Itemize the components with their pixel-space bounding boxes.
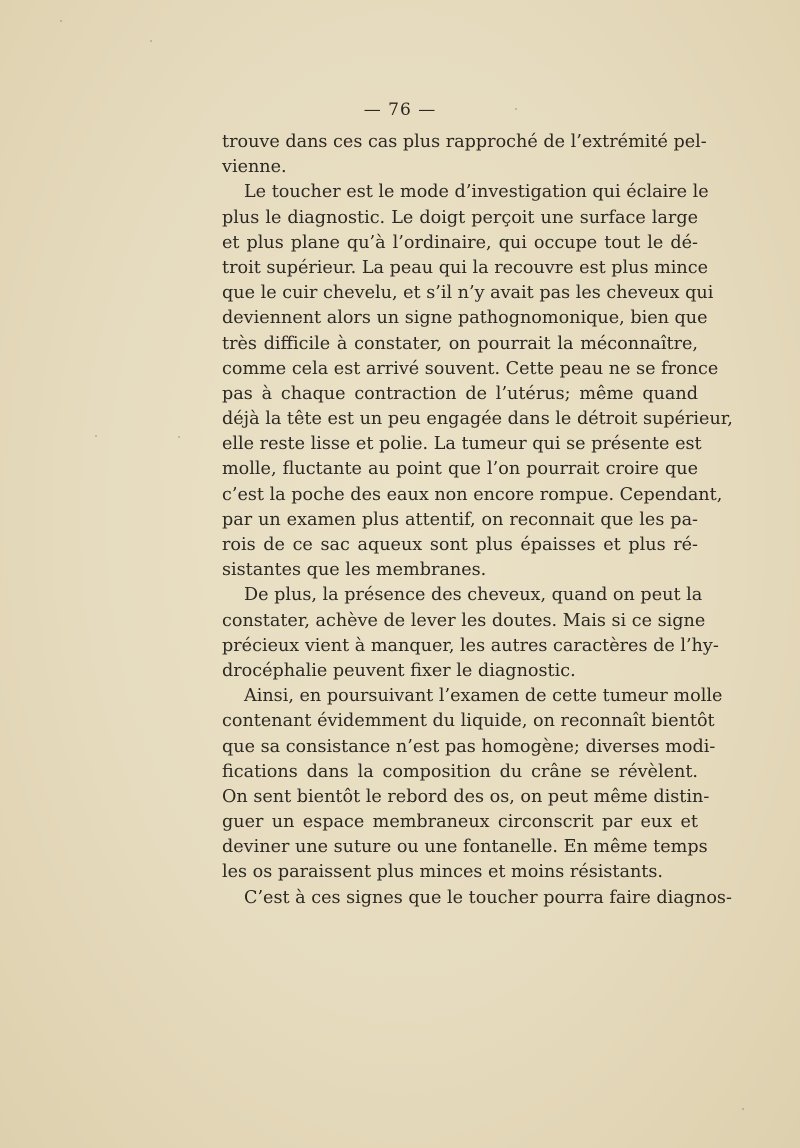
text-line: C’est à ces signes que le toucher pourra faire diagnos- xyxy=(244,887,732,908)
text-line: Le toucher est le mode d’investigation qui éclaire le xyxy=(244,182,709,203)
text-line: Ainsi, en poursuivant l’examen de cette tumeur molle xyxy=(244,686,723,707)
paper-speck xyxy=(60,20,62,22)
text-line: précieux vient à manquer, les autres caractères de l’hy- xyxy=(222,635,719,656)
text-line: pas à chaque contraction de l’utérus; même quand xyxy=(222,383,698,404)
text-line: et plus plane qu’à l’ordinaire, qui occupe tout le dé- xyxy=(222,232,698,253)
body-text xyxy=(222,130,733,911)
text-line: constater, achève de lever les doutes. Mais si ce signe xyxy=(222,610,706,631)
text-line: contenant évidemment du liquide, on reconnaît bientôt xyxy=(222,711,715,732)
text-line: trouve dans ces cas plus rapproché de l’extrémité pel- xyxy=(222,132,707,152)
text-line: par un examen plus attentif, on reconnait que les pa- xyxy=(222,509,698,530)
text-line: vienne. xyxy=(222,157,287,178)
text-line: deviner une suture ou une fontanelle. En même temps xyxy=(222,837,708,858)
text-line: les os paraissent plus minces et moins résistants. xyxy=(222,862,664,883)
text-line: plus le diagnostic. Le doigt perçoit une surface large xyxy=(222,207,698,228)
text-line: très difficile à constater, on pourrait la méconnaître, xyxy=(222,333,698,354)
text-line: sistantes que les membranes. xyxy=(222,560,487,581)
text-line: déjà la tête est un peu engagée dans le détroit supérieur, xyxy=(222,409,733,430)
text-line: comme cela est arrivé souvent. Cette peau ne se fronce xyxy=(222,358,719,379)
text-line: fications dans la composition du crâne se révèlent. xyxy=(222,761,698,782)
paper-speck xyxy=(150,40,152,42)
text-line: molle, fluctante au point que l’on pourrait croire que xyxy=(222,459,698,480)
text-line: que le cuir chevelu, et s’il n’y avait pas les cheveux qui xyxy=(222,283,714,304)
text-line: c’est la poche des eaux non encore rompue. Cependant, xyxy=(222,484,723,505)
text-line: deviennent alors un signe pathognomonique, bien que xyxy=(222,308,708,329)
paper-speck xyxy=(178,436,180,438)
page-number: — 76 — xyxy=(363,100,437,120)
paper-speck xyxy=(742,1108,744,1110)
text-line: guer un espace membraneux circonscrit par eux et xyxy=(222,812,698,833)
paper-speck xyxy=(95,435,97,437)
text-line: rois de ce sac aqueux sont plus épaisses et plus ré- xyxy=(222,535,698,555)
text-line: On sent bientôt le rebord des os, on peut même distin- xyxy=(222,786,710,807)
text-line: drocéphalie peuvent fixer le diagnostic. xyxy=(222,660,576,681)
text-line: troit supérieur. La peau qui la recouvre est plus mince xyxy=(222,257,709,278)
text-line: De plus, la présence des cheveux, quand on peut la xyxy=(244,585,703,606)
text-line: elle reste lisse et polie. La tumeur qui se présente est xyxy=(222,434,702,455)
text-line: que sa consistance n’est pas homogène; diverses modi- xyxy=(222,736,716,757)
